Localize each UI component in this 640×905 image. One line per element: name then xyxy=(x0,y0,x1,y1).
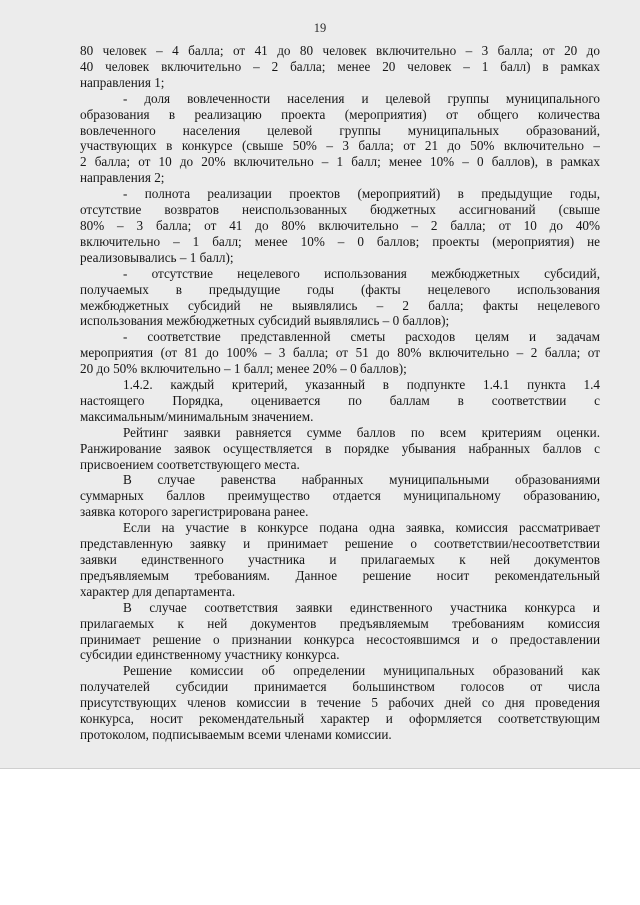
text-line: отсутствие возвратов неиспользованных бюджетных ассигнований (свыше xyxy=(80,202,600,218)
text-line: Если на участие в конкурсе подана одна заявка, комиссия рассматривает xyxy=(123,520,600,536)
document-body xyxy=(80,43,600,743)
text-line: получателей субсидии принимается большинством голосов от числа xyxy=(80,679,600,695)
text-line: В случае равенства набранных муниципальными образованиями xyxy=(123,472,600,488)
paragraph-criteria-estimate xyxy=(80,329,600,377)
text-line: 80 человек – 4 балла; от 41 до 80 человек включительно – 3 балла; от 20 до xyxy=(80,43,600,58)
text-line: принимает решение о признании конкурса несостоявшимся и о предоставлении xyxy=(80,631,600,647)
text-line: образования в реализацию проекта (мероприятия) от общего количества xyxy=(80,106,600,122)
text-line: 1.4.2. каждый критерий, указанный в подпункте 1.4.1 пункта 1.4 xyxy=(123,377,600,393)
text-line: прилагаемых к ней документов предъявляемым требованиям комиссия xyxy=(80,615,600,631)
text-line: протоколом, подписываемым всеми членами комиссии. xyxy=(80,726,392,742)
paragraph-criteria-involvement xyxy=(80,91,600,186)
paragraph-criteria-misuse xyxy=(80,266,600,330)
text-line: предъявляемым требованиям. Данное решение носит рекомендательный xyxy=(80,567,600,583)
text-line: представленную заявку и принимает решение о соответствии/несоответствии xyxy=(80,536,600,552)
text-line: направления 2; xyxy=(80,170,165,186)
paragraph-single-participant-compliance xyxy=(80,600,600,664)
text-line: - доля вовлеченности населения и целевой группы муниципального xyxy=(123,90,600,106)
text-line: - соответствие представленной сметы расходов целям и задачам xyxy=(123,329,600,345)
text-line: межбюджетных субсидий не выявлялись – 2 балла; факты нецелевого xyxy=(80,297,600,313)
text-line: суммарных баллов преимущество отдается муниципальному образованию, xyxy=(80,488,600,504)
text-line: 2 балла; от 10 до 20% включительно – 1 балл; менее 10% – 0 баллов), в рамках xyxy=(80,154,600,170)
page-number: 19 xyxy=(313,21,327,35)
text-line: направления 1; xyxy=(80,74,165,90)
text-line: характер для департамента. xyxy=(80,583,236,599)
paragraph-criteria-participants-continued xyxy=(80,43,600,91)
text-line: использования межбюджетных субсидий выявлялись – 0 баллов); xyxy=(80,313,450,329)
text-line: участвующих в конкурсе (свыше 50% – 3 балла; от 21 до 50% включительно – xyxy=(80,138,600,154)
text-line: 40 человек включительно – 2 балла; менее 20 человек – 1 балл) в рамках xyxy=(80,58,600,74)
text-line: 20 до 50% включительно – 1 балл; менее 20% – 0 баллов); xyxy=(80,361,407,377)
text-line: конкурса, носит рекомендательный характер и оформляется соответствующим xyxy=(80,711,600,727)
text-line: присутствующих членов комиссии в течение 5 рабочих дней со дня проведения xyxy=(80,695,600,711)
text-line: вовлеченного населения целевой группы муниципальных образований, xyxy=(80,122,600,138)
text-line: реализовывались – 1 балл); xyxy=(80,249,234,265)
text-line: Рейтинг заявки равняется сумме баллов по всем критериям оценки. xyxy=(123,424,600,440)
paragraph-single-application xyxy=(80,520,600,600)
text-line: максимальным/минимальным значением. xyxy=(80,408,314,424)
text-line: получаемых в предыдущие годы (факты нецелевого использования xyxy=(80,281,600,297)
text-line: мероприятия (от 81 до 100% – 3 балла; от 51 до 80% включительно – 2 балла; от xyxy=(80,345,600,361)
paragraph-tie-break xyxy=(80,472,600,520)
text-line: 80% – 3 балла; от 41 до 80% включительно – 2 балла; от 10 до 40% xyxy=(80,217,600,233)
paragraph-commission-decision xyxy=(80,663,600,743)
text-line: присвоением соответствующего места. xyxy=(80,456,300,472)
paragraph-rating xyxy=(80,425,600,473)
text-line: В случае соответствия заявки единственного участника конкурса и xyxy=(123,599,600,615)
text-line: - отсутствие нецелевого использования межбюджетных субсидий, xyxy=(123,265,600,281)
text-line: Решение комиссии об определении муниципальных образований как xyxy=(123,663,600,679)
text-line: заявка которого зарегистрирована ранее. xyxy=(80,504,309,520)
text-line: заявки единственного участника и прилагаемых к ней документов xyxy=(80,552,600,567)
text-line: включительно – 1 балл; менее 10% – 0 баллов; проекты (мероприятия) не xyxy=(80,233,600,249)
text-line: субсидии единственному участнику конкурса. xyxy=(80,647,340,663)
text-line: настоящего Порядка, оценивается по баллам в соответствии с xyxy=(80,392,600,408)
text-line: - полнота реализации проектов (мероприятий) в предыдущие годы, xyxy=(123,186,600,202)
text-line: Ранжирование заявок осуществляется в порядке убывания набранных баллов с xyxy=(80,440,600,456)
paragraph-section-1-4-2 xyxy=(80,377,600,425)
paragraph-criteria-completeness xyxy=(80,186,600,266)
